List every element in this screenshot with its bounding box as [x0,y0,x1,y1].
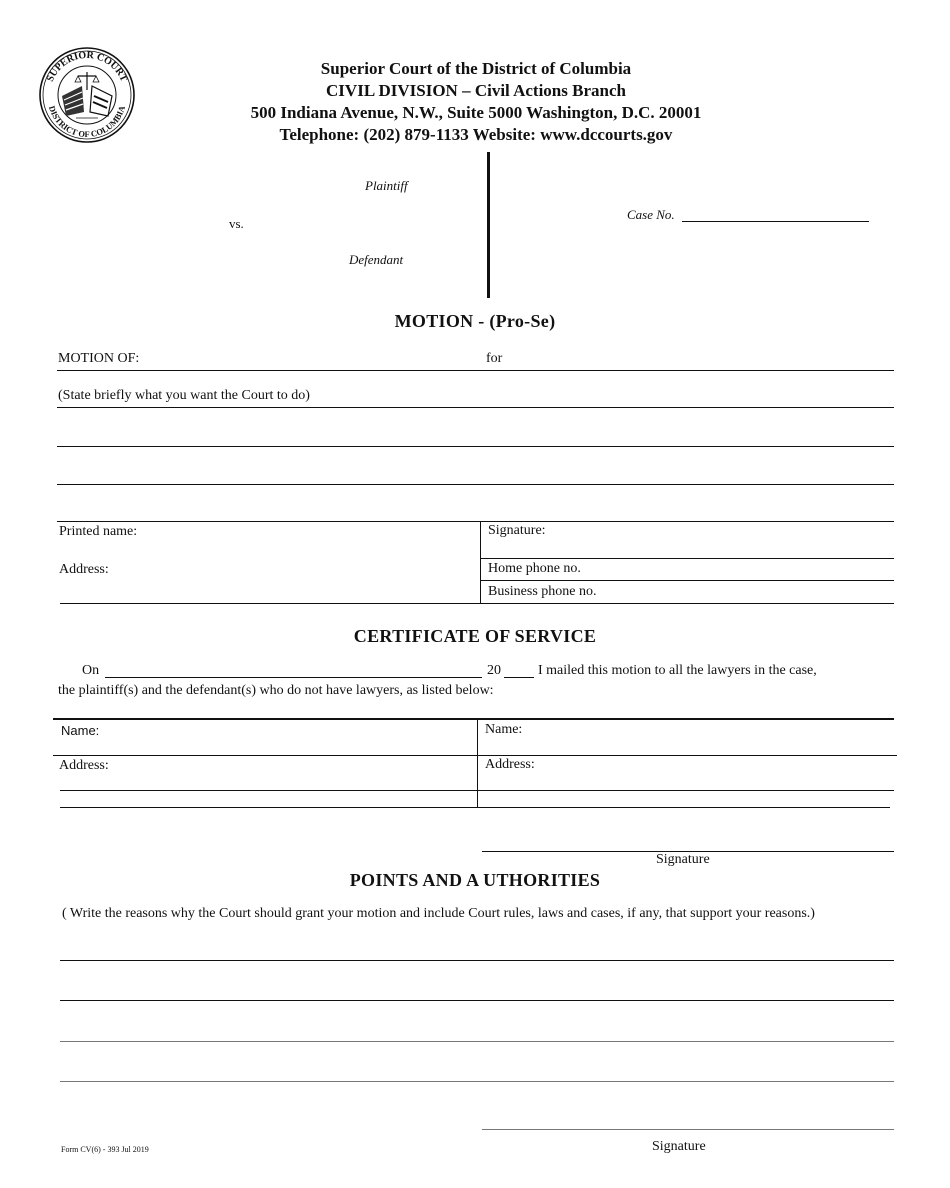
certificate-year-prefix: 20 [487,663,501,678]
case-no-field[interactable] [682,221,869,222]
service-address-left-label: Address: [59,758,109,773]
points-instruction: ( Write the reasons why the Court should grant your motion and include Court rules, laws and cases, if any, that support your reasons.) [62,906,815,921]
motion-of-field[interactable] [57,370,894,371]
seal-top-text: SUPERIOR COURT [44,49,130,84]
signature-field[interactable] [480,558,894,559]
defendant-label: Defendant [349,252,404,267]
court-address: 500 Indiana Avenue, N.W., Suite 5000 Washington, D.C. 20001 [250,103,702,122]
home-phone-label: Home phone no. [488,561,581,576]
motion-title: MOTION - (Pro-Se) [394,311,556,331]
service-address-right-label: Address: [485,757,535,772]
service-name-right-label: Name: [485,722,523,737]
division-name: CIVIL DIVISION – Civil Actions Branch [326,81,626,100]
plaintiff-label: Plaintiff [365,178,408,193]
service-table-top-border [53,718,894,720]
court-seal-icon [36,46,138,144]
printed-name-label: Printed name: [59,524,138,539]
caption-divider [487,152,490,298]
motion-request-line-1[interactable] [57,407,894,408]
certificate-signature-label: Signature [656,852,710,867]
business-phone-label: Business phone no. [488,584,597,599]
court-seal [36,46,138,144]
vs-label: vs. [229,216,244,231]
service-name-field[interactable] [53,755,897,756]
service-address-field-2[interactable] [60,807,890,808]
motion-request-line-3[interactable] [57,484,894,485]
party-info-divider [480,521,481,603]
form-number: Form CV(6) - 393 Jul 2019 [61,1145,149,1154]
party-info-top-border [57,521,894,522]
service-address-field-1[interactable] [60,790,894,791]
court-name: Superior Court of the District of Columbia [320,59,632,78]
certificate-date-field[interactable] [105,677,482,678]
case-no-label: Case No. [627,207,675,222]
seal-bottom-text: DISTRICT OF COLUMBIA [46,104,128,140]
address-label: Address: [59,562,109,577]
points-title: POINTS AND A UTHORITIES [349,870,601,890]
points-line-1[interactable] [60,960,894,961]
certificate-statement-1: I mailed this motion to all the lawyers in the case, [538,663,817,678]
certificate-on-label: On [82,663,100,678]
certificate-year-field[interactable] [504,677,534,678]
certificate-statement-2: the plaintiff(s) and the defendant(s) who do not have lawyers, as listed below: [58,683,494,698]
certificate-title: CERTIFICATE OF SERVICE [353,626,597,646]
motion-for-label: for [486,351,503,366]
signature-field-label: Signature: [488,523,546,538]
svg-text:DISTRICT OF COLUMBIA [47,104,127,139]
address-business-phone-field[interactable] [60,603,894,604]
points-line-4[interactable] [60,1081,894,1082]
court-contact: Telephone: (202) 879-1133 Website: www.dccourts.gov [279,125,673,144]
home-phone-field[interactable] [480,580,894,581]
points-line-3[interactable] [60,1041,894,1042]
points-signature-label: Signature [652,1139,706,1154]
points-line-2[interactable] [60,1000,894,1001]
motion-of-label: MOTION OF: [58,351,140,366]
points-signature-field[interactable] [482,1129,894,1130]
motion-instruction: (State briefly what you want the Court to do) [58,388,310,403]
service-table-divider [477,718,478,808]
motion-request-line-2[interactable] [57,446,894,447]
service-name-left-label: Name: [61,723,100,738]
